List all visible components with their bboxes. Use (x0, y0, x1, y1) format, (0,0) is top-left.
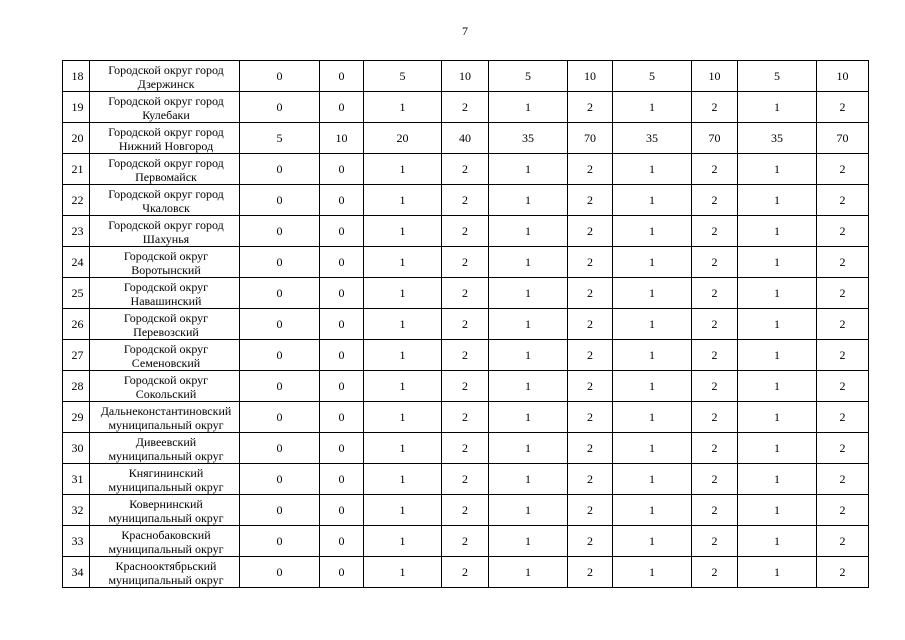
row-number: 21 (63, 154, 90, 185)
value-cell: 2 (442, 433, 489, 464)
value-cell: 2 (817, 216, 869, 247)
value-cell: 1 (489, 309, 568, 340)
value-cell: 1 (364, 154, 442, 185)
value-cell: 2 (692, 340, 738, 371)
value-cell: 20 (364, 123, 442, 154)
value-cell: 2 (692, 154, 738, 185)
value-cell: 5 (240, 123, 320, 154)
value-cell: 0 (320, 92, 364, 123)
value-cell: 1 (489, 154, 568, 185)
value-cell: 1 (364, 433, 442, 464)
value-cell: 2 (442, 557, 489, 588)
value-cell: 0 (240, 340, 320, 371)
value-cell: 2 (692, 247, 738, 278)
value-cell: 35 (613, 123, 692, 154)
value-cell: 2 (568, 557, 613, 588)
table-row (63, 402, 869, 433)
value-cell: 1 (613, 185, 692, 216)
value-cell: 1 (364, 309, 442, 340)
municipality-name: Краснобаковский муниципальный округ (90, 526, 240, 557)
value-cell: 1 (364, 371, 442, 402)
row-number: 24 (63, 247, 90, 278)
value-cell: 2 (568, 309, 613, 340)
table-row (63, 495, 869, 526)
value-cell: 1 (738, 464, 817, 495)
row-number: 25 (63, 278, 90, 309)
table-row (63, 433, 869, 464)
value-cell: 1 (613, 557, 692, 588)
value-cell: 1 (489, 557, 568, 588)
municipality-name: Городской округ Навашинский (90, 278, 240, 309)
value-cell: 2 (692, 92, 738, 123)
value-cell: 70 (692, 123, 738, 154)
value-cell: 0 (320, 557, 364, 588)
value-cell: 2 (442, 340, 489, 371)
value-cell: 2 (568, 371, 613, 402)
value-cell: 1 (613, 309, 692, 340)
value-cell: 1 (364, 495, 442, 526)
value-cell: 35 (738, 123, 817, 154)
value-cell: 2 (568, 185, 613, 216)
value-cell: 1 (738, 278, 817, 309)
value-cell: 2 (817, 464, 869, 495)
value-cell: 0 (240, 495, 320, 526)
value-cell: 1 (364, 557, 442, 588)
value-cell: 0 (240, 402, 320, 433)
page-number: 7 (462, 24, 468, 38)
value-cell: 2 (568, 402, 613, 433)
value-cell: 1 (489, 402, 568, 433)
value-cell: 2 (817, 495, 869, 526)
value-cell: 1 (613, 340, 692, 371)
value-cell: 5 (489, 61, 568, 92)
value-cell: 35 (489, 123, 568, 154)
table-row (63, 61, 869, 92)
value-cell: 1 (738, 247, 817, 278)
value-cell: 1 (489, 278, 568, 309)
value-cell: 1 (364, 216, 442, 247)
row-number: 29 (63, 402, 90, 433)
municipality-name: Городской округ город Чкаловск (90, 185, 240, 216)
value-cell: 1 (489, 371, 568, 402)
value-cell: 1 (738, 371, 817, 402)
value-cell: 2 (692, 216, 738, 247)
value-cell: 1 (613, 92, 692, 123)
municipality-name: Городской округ город Нижний Новгород (90, 123, 240, 154)
row-number: 18 (63, 61, 90, 92)
value-cell: 0 (320, 154, 364, 185)
municipality-name: Городской округ Сокольский (90, 371, 240, 402)
table-row (63, 247, 869, 278)
value-cell: 0 (320, 185, 364, 216)
value-cell: 0 (320, 278, 364, 309)
value-cell: 2 (817, 309, 869, 340)
municipality-name: Ковернинский муниципальный округ (90, 495, 240, 526)
value-cell: 1 (364, 278, 442, 309)
value-cell: 1 (613, 216, 692, 247)
table-row (63, 464, 869, 495)
value-cell: 0 (240, 185, 320, 216)
value-cell: 2 (692, 557, 738, 588)
value-cell: 2 (817, 154, 869, 185)
value-cell: 2 (817, 557, 869, 588)
value-cell: 2 (692, 464, 738, 495)
value-cell: 1 (738, 495, 817, 526)
value-cell: 1 (738, 557, 817, 588)
value-cell: 1 (489, 247, 568, 278)
value-cell: 1 (364, 185, 442, 216)
value-cell: 1 (738, 340, 817, 371)
value-cell: 2 (442, 526, 489, 557)
value-cell: 1 (364, 340, 442, 371)
value-cell: 2 (568, 526, 613, 557)
value-cell: 2 (692, 278, 738, 309)
table-row (63, 340, 869, 371)
value-cell: 1 (364, 92, 442, 123)
value-cell: 2 (568, 216, 613, 247)
value-cell: 2 (568, 247, 613, 278)
value-cell: 10 (442, 61, 489, 92)
value-cell: 1 (489, 92, 568, 123)
row-number: 23 (63, 216, 90, 247)
value-cell: 0 (240, 216, 320, 247)
value-cell: 1 (489, 433, 568, 464)
value-cell: 0 (240, 526, 320, 557)
value-cell: 2 (442, 185, 489, 216)
value-cell: 10 (568, 61, 613, 92)
value-cell: 0 (320, 402, 364, 433)
municipality-name: Городской округ город Дзержинск (90, 61, 240, 92)
value-cell: 0 (240, 309, 320, 340)
value-cell: 1 (613, 495, 692, 526)
value-cell: 2 (442, 495, 489, 526)
value-cell: 2 (817, 278, 869, 309)
value-cell: 2 (442, 464, 489, 495)
row-number: 33 (63, 526, 90, 557)
table-row (63, 557, 869, 588)
municipality-name: Городской округ город Шахунья (90, 216, 240, 247)
municipality-name: Городской округ город Кулебаки (90, 92, 240, 123)
value-cell: 2 (692, 185, 738, 216)
value-cell: 1 (489, 526, 568, 557)
value-cell: 1 (738, 185, 817, 216)
value-cell: 0 (320, 433, 364, 464)
value-cell: 1 (613, 371, 692, 402)
value-cell: 1 (738, 433, 817, 464)
value-cell: 1 (613, 433, 692, 464)
value-cell: 1 (738, 402, 817, 433)
value-cell: 0 (240, 247, 320, 278)
value-cell: 2 (692, 433, 738, 464)
municipality-name: Княгининский муниципальный округ (90, 464, 240, 495)
value-cell: 2 (442, 247, 489, 278)
value-cell: 0 (320, 371, 364, 402)
value-cell: 1 (613, 278, 692, 309)
row-number: 32 (63, 495, 90, 526)
value-cell: 2 (442, 402, 489, 433)
municipality-name: Городской округ Семеновский (90, 340, 240, 371)
value-cell: 2 (692, 526, 738, 557)
value-cell: 2 (692, 371, 738, 402)
value-cell: 2 (442, 154, 489, 185)
value-cell: 0 (320, 526, 364, 557)
value-cell: 1 (489, 340, 568, 371)
value-cell: 0 (320, 216, 364, 247)
value-cell: 1 (489, 216, 568, 247)
value-cell: 1 (738, 92, 817, 123)
table-row (63, 278, 869, 309)
value-cell: 5 (613, 61, 692, 92)
value-cell: 0 (240, 464, 320, 495)
value-cell: 2 (817, 247, 869, 278)
municipality-name: Краснооктябрьский муниципальный округ (90, 557, 240, 588)
municipality-name: Городской округ Перевозский (90, 309, 240, 340)
value-cell: 1 (364, 526, 442, 557)
value-cell: 0 (240, 433, 320, 464)
value-cell: 70 (568, 123, 613, 154)
value-cell: 1 (364, 247, 442, 278)
row-number: 28 (63, 371, 90, 402)
municipality-name: Городской округ город Первомайск (90, 154, 240, 185)
value-cell: 1 (738, 526, 817, 557)
value-cell: 2 (568, 92, 613, 123)
value-cell: 1 (613, 247, 692, 278)
municipality-name: Дальнеконстантиновский муниципальный округ (90, 402, 240, 433)
row-number: 20 (63, 123, 90, 154)
value-cell: 1 (613, 464, 692, 495)
table-row (63, 309, 869, 340)
value-cell: 1 (489, 185, 568, 216)
value-cell: 2 (442, 309, 489, 340)
value-cell: 10 (320, 123, 364, 154)
value-cell: 0 (320, 61, 364, 92)
municipality-name: Городской округ Воротынский (90, 247, 240, 278)
value-cell: 1 (613, 402, 692, 433)
value-cell: 1 (613, 154, 692, 185)
value-cell: 10 (692, 61, 738, 92)
value-cell: 2 (568, 340, 613, 371)
row-number: 27 (63, 340, 90, 371)
row-number: 19 (63, 92, 90, 123)
value-cell: 0 (320, 309, 364, 340)
value-cell: 2 (817, 433, 869, 464)
value-cell: 2 (442, 278, 489, 309)
value-cell: 2 (817, 371, 869, 402)
table-row (63, 154, 869, 185)
value-cell: 1 (738, 216, 817, 247)
data-table (62, 60, 869, 588)
value-cell: 1 (738, 154, 817, 185)
value-cell: 0 (240, 557, 320, 588)
value-cell: 2 (817, 402, 869, 433)
value-cell: 2 (568, 464, 613, 495)
table-row (63, 92, 869, 123)
row-number: 22 (63, 185, 90, 216)
value-cell: 0 (320, 495, 364, 526)
row-number: 26 (63, 309, 90, 340)
table-row (63, 526, 869, 557)
value-cell: 1 (364, 464, 442, 495)
value-cell: 0 (240, 154, 320, 185)
value-cell: 0 (320, 340, 364, 371)
value-cell: 2 (568, 154, 613, 185)
table-row (63, 216, 869, 247)
value-cell: 40 (442, 123, 489, 154)
value-cell: 2 (692, 309, 738, 340)
value-cell: 2 (817, 340, 869, 371)
value-cell: 0 (320, 464, 364, 495)
value-cell: 70 (817, 123, 869, 154)
value-cell: 1 (738, 309, 817, 340)
value-cell: 1 (613, 526, 692, 557)
value-cell: 2 (442, 371, 489, 402)
value-cell: 2 (817, 185, 869, 216)
value-cell: 1 (489, 464, 568, 495)
value-cell: 2 (442, 92, 489, 123)
value-cell: 2 (692, 402, 738, 433)
value-cell: 5 (364, 61, 442, 92)
table-body (63, 61, 869, 588)
value-cell: 0 (240, 61, 320, 92)
value-cell: 2 (817, 526, 869, 557)
value-cell: 0 (240, 278, 320, 309)
value-cell: 2 (692, 495, 738, 526)
table-row (63, 185, 869, 216)
value-cell: 0 (240, 92, 320, 123)
value-cell: 1 (364, 402, 442, 433)
municipality-name: Дивеевский муниципальный округ (90, 433, 240, 464)
value-cell: 2 (817, 92, 869, 123)
row-number: 34 (63, 557, 90, 588)
value-cell: 2 (568, 278, 613, 309)
value-cell: 2 (568, 433, 613, 464)
value-cell: 10 (817, 61, 869, 92)
row-number: 31 (63, 464, 90, 495)
value-cell: 2 (442, 216, 489, 247)
table-row (63, 123, 869, 154)
value-cell: 5 (738, 61, 817, 92)
value-cell: 0 (320, 247, 364, 278)
value-cell: 2 (568, 495, 613, 526)
value-cell: 1 (489, 495, 568, 526)
row-number: 30 (63, 433, 90, 464)
table-row (63, 371, 869, 402)
value-cell: 0 (240, 371, 320, 402)
